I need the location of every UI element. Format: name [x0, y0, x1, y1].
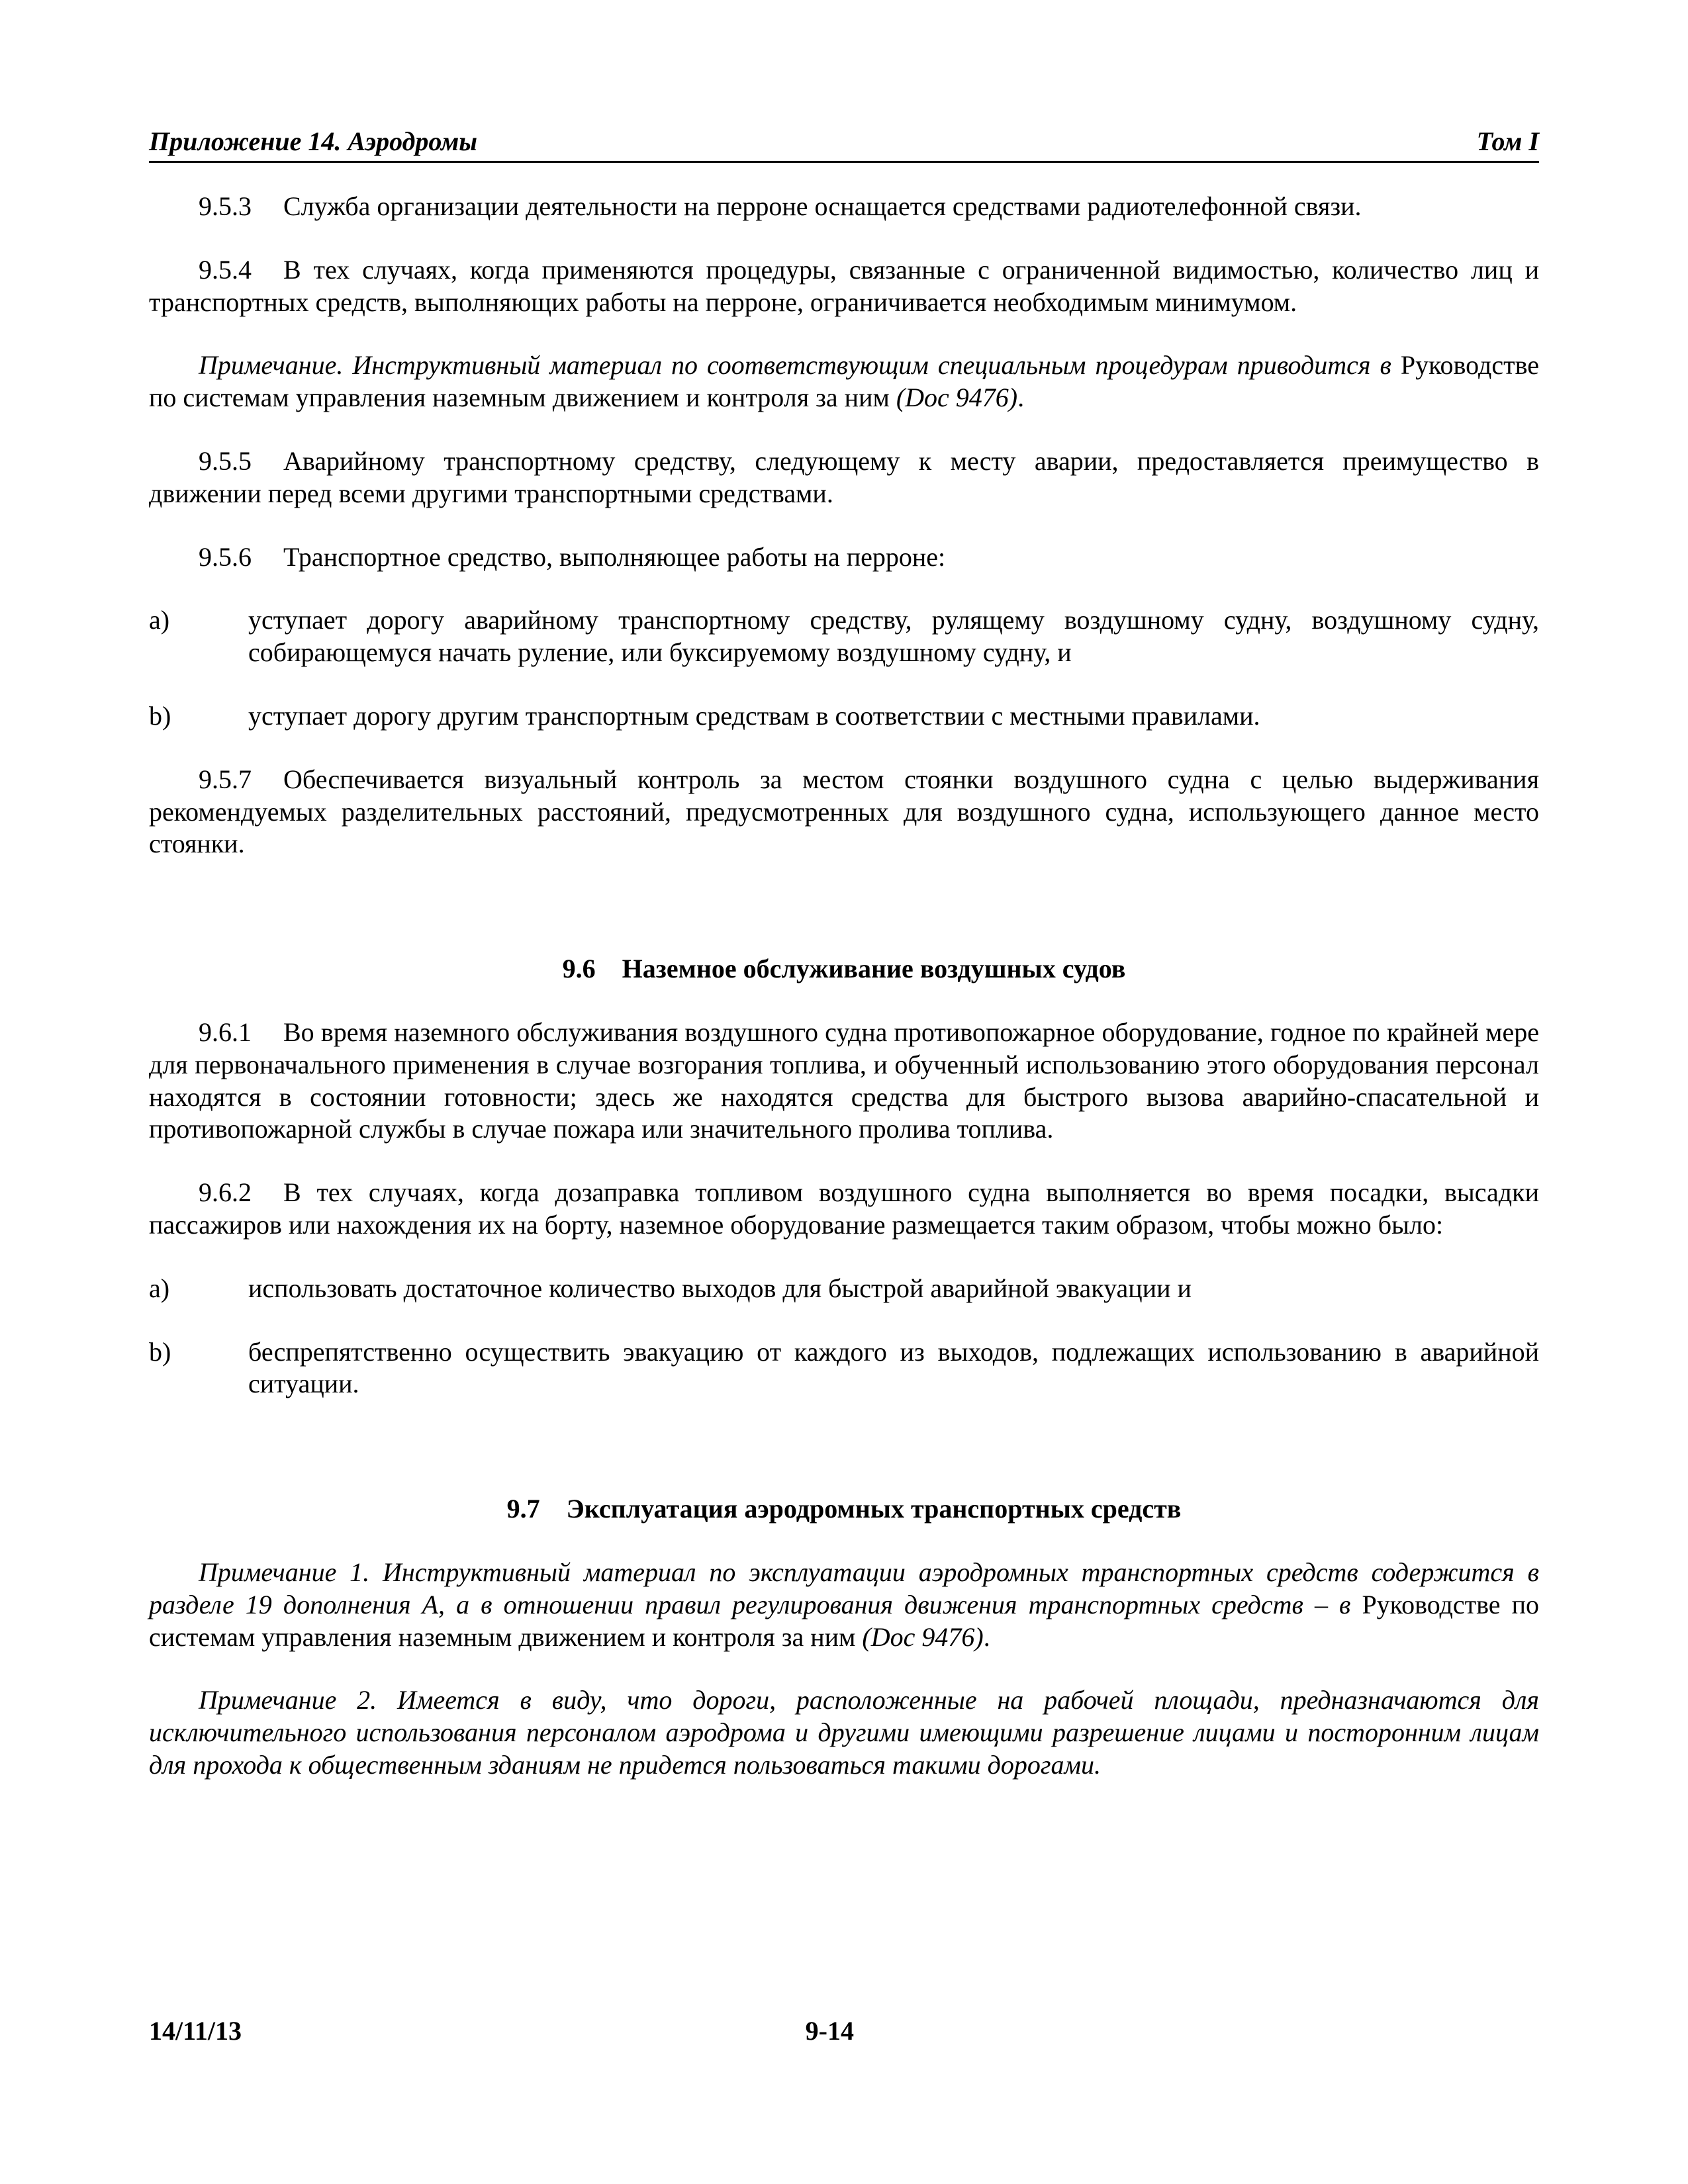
- paragraph-9-5-3: 9.5.3 Служба организации деятельности на перроне оснащается средствами радиотелефонной связи.: [199, 191, 1362, 221]
- paragraph-9-5-4: 9.5.4 В тех случаях, когда применяются процедуры, связанные с ограниченной видимостью, количество лиц и транспортных средств, выполняющих работы на перроне, ограничивается необходимым минимумом.: [149, 254, 1539, 317]
- footer-date: 14/11/13: [149, 2016, 242, 2046]
- paragraph-9-6-1: 9.6.1 Во время наземного обслуживания воздушного судна противопожарное оборудование, годное по крайней мере для первоначального применения в случае возгорания топлива, и обученный использованию этого оборудования персонал находятся в состоянии готовности; здесь же находятся средства для быстрого вызова аварийно-спасательной и противопожарной службы в случае пожара или значительного пролива топлива.: [149, 1017, 1539, 1144]
- list-item-9-5-6-a: a) уступает дорогу аварийному транспортному средству, рулящему воздушному судну, воздушному судну, собирающемуся начать руление, или буксируемому воздушному судну, и: [149, 605, 1539, 668]
- page-body: [149, 191, 1539, 1782]
- note-9-5-4: Примечание. Инструктивный материал по соответствующим специальным процедурам приводится в Руководстве по системам управления наземным движением и контроля за ним (Doc 9476).: [149, 350, 1539, 413]
- paragraph-9-5-7: 9.5.7 Обеспечивается визуальный контроль за местом стоянки воздушного судна с целью выдерживания рекомендуемых разделительных расстояний, предусмотренных для воздушного судна, использующего данное место стоянки.: [149, 764, 1539, 859]
- paragraph-9-5-5: 9.5.5 Аварийному транспортному средству, следующему к месту аварии, предоставляется преимущество в движении перед всеми другими транспортными средствами.: [149, 445, 1539, 508]
- section-heading-9-6: 9.6 Наземное обслуживание воздушных судов: [562, 954, 1126, 984]
- paragraph-9-6-2: 9.6.2 В тех случаях, когда дозаправка топливом воздушного судна выполняется во время посадки, высадки пассажиров или нахождения их на борту, наземное оборудование размещается таким образом, чтобы можно было:: [149, 1177, 1539, 1240]
- section-heading-9-7: 9.7 Эксплуатация аэродромных транспортных средств: [506, 1494, 1182, 1524]
- paragraph-9-5-6: 9.5.6 Транспортное средство, выполняющее работы на перроне:: [199, 541, 946, 572]
- list-item-9-5-6-b: b) уступает дорогу другим транспортным средствам в соответствии с местными правилами.: [149, 700, 1260, 731]
- footer-page-number: 9-14: [805, 2016, 854, 2046]
- list-item-9-6-2-a: a) использовать достаточное количество выходов для быстрой аварийной эвакуации и: [149, 1273, 1192, 1303]
- page-header: [149, 126, 1539, 163]
- note-9-7-1: Примечание 1. Инструктивный материал по эксплуатации аэродромных транспортных средств содержится в разделе 19 дополнения А, а в отношении правил регулирования движения транспортных средств – в Руководстве по системам управления наземным движением и контроля за ним (Doc 9476).: [149, 1557, 1539, 1652]
- header-title: Приложение 14. Аэродромы: [149, 126, 478, 156]
- document-page: [149, 126, 1539, 1782]
- note-9-7-2: Примечание 2. Имеется в виду, что дороги, расположенные на рабочей площади, предназначаются для исключительного использования персоналом аэродрома и другими имеющими разрешение лицами и посторонним лицам для прохода к общественным зданиям не придется пользоваться такими дорогами.: [149, 1685, 1539, 1780]
- header-volume: Том I: [1476, 126, 1539, 156]
- list-item-9-6-2-b: b) беспрепятственно осуществить эвакуацию от каждого из выходов, подлежащих использованию в аварийной ситуации.: [149, 1336, 1539, 1399]
